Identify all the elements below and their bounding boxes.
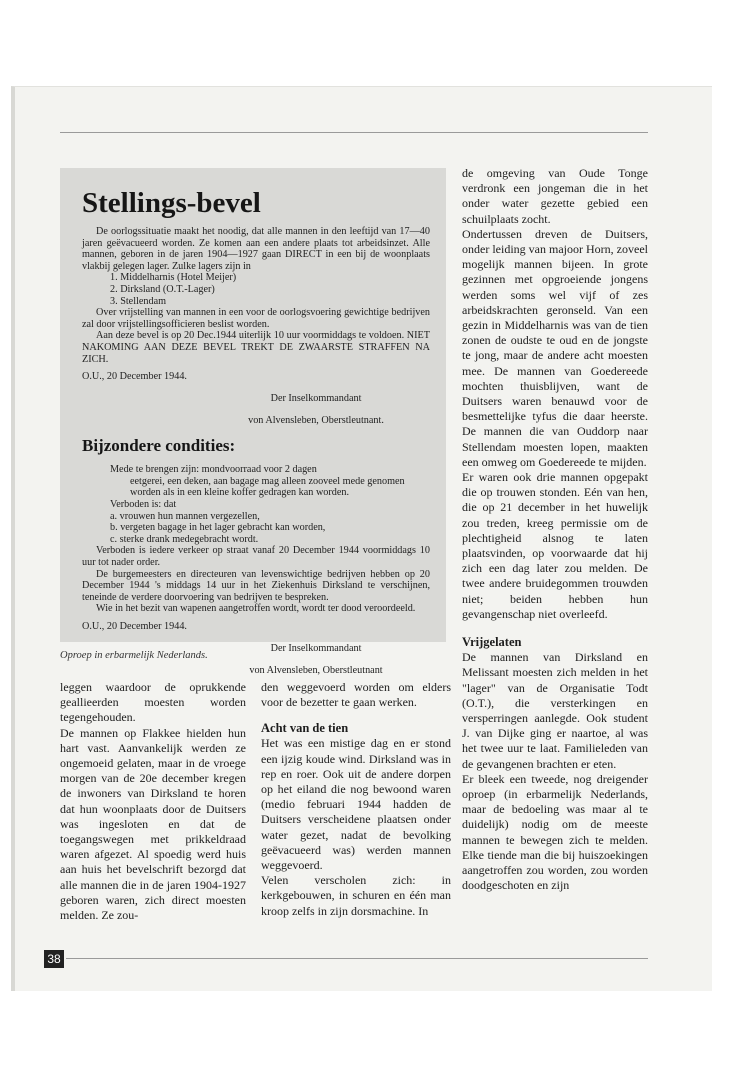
camp-item: 1. Middelharnis (Hotel Meijer) [110, 272, 237, 284]
paragraph: De mannen van Dirksland en Melissant moesten zich melden in het "lager" van de Organisatie Todt (O.T.), die versterkingen en versperringen aanlegde. Ook student J. van Dijke ging er naartoe, al was het twee uur te laat. Familieleden van de gevangenen brachten er eten. [462, 650, 648, 771]
paragraph: Velen verscholen zich: in kerkgebouwen, in schuren en één man kroop zelfs in zijn dorsmachine. In [261, 873, 451, 918]
poster-text [82, 186, 430, 676]
column-2 [261, 680, 451, 919]
paragraph: de omgeving van Oude Tonge verdronk een jongeman die in het onder water gezette gebied een schuilplaats zocht. [462, 166, 648, 226]
page-number: 38 [44, 950, 64, 968]
poster-bring-2: eetgerei, een deken, aan bagage mag alleen zooveel mede genomen worden als in een kleine koffer gedragen kan worden. [130, 475, 405, 499]
poster-signer-title-2: Der Inselkommandant [270, 642, 362, 654]
poster-intro: De oorlogssituatie maakt het noodig, dat alle mannen in den leeftijd van 17—40 jaren geëvacueerd worden. Ze komen aan een andere plaats tot arbeidsinzet. Alle mannen, geboren in de jaren 1904—1927 gaan DIRECT in een bij de woonplaats vlakbij gelegen lager. Zulke lagers zijn in [82, 226, 430, 272]
poster-traffic: Verboden is iedere verkeer op straat vanaf 20 December 1944 voormiddags 10 uur tot nader order. [82, 545, 430, 569]
forbidden-item: c. sterke drank medegebracht wordt. [110, 533, 259, 545]
camp-item: 3. Stellendam [110, 295, 167, 307]
poster-bring: Mede te brengen zijn: mondvoorraad voor 2 dagen [110, 464, 317, 476]
poster-signer-name: von Alvensleben, Oberstleutnant. [248, 414, 384, 426]
poster-date-2: O.U., 20 December 1944. [82, 621, 187, 632]
image-caption: Oproep in erbarmelijk Nederlands. [60, 650, 208, 661]
poster-title: Stellings-bevel [82, 187, 261, 219]
section-heading-vrijgelaten: Vrijgelaten [462, 635, 522, 650]
paragraph: Het was een mistige dag en er stond een ijzig koude wind. Dirksland was in rep en roer. Ook uit de andere dorpen op het eiland die nog bewoond waren (medio februari 1944 hadden de Duitsers verscheidene plaatsen onder water gezet, nadat de bevolking geëvacueerd was) werden mannen weggevoerd. [261, 736, 451, 873]
bottom-rule [66, 958, 648, 959]
camp-item: 2. Dirksland (O.T.-Lager) [110, 283, 215, 295]
poster-mayors: De burgemeesters en directeuren van levenswichtige bedrijven hebben op 20 December 1944 's middags 14 uur in het Ziekenhuis Dirksland te verschijnen, teneinde de verdere doorvoering van bedrijven te bespreken. [82, 568, 430, 603]
forbidden-item: b. vergeten bagage in het lager gebracht kan worden, [110, 522, 326, 534]
paragraph: Er bleek een tweede, nog dreigender oproep (in erbarmelijk Nederlands, maar de bedoeling was maar al te duidelijk) nodig om de meeste mannen te bewegen zich te melden. Elke tiende man die bij huiszoekingen aangetroffen zou worden, zou worden doodgeschoten en zijn [462, 771, 648, 893]
poster-signer-title: Der Inselkommandant [270, 392, 362, 404]
poster-subtitle: Bijzondere condities: [82, 436, 236, 456]
poster-exemption: Over vrijstelling van mannen in een voor de oorlogsvoering gewichtige bedrijven zal door vrijstellingsofficieren beslist worden. [82, 307, 430, 330]
poster-deadline: Aan deze bevel is op 20 Dec.1944 uiterlijk 10 uur voormiddags te voldoen. NIET NAKOMING AAN DEZE BEVEL TREKT DE ZWAARSTE STRAFFEN NA ZICH. [82, 330, 430, 365]
forbidden-item: a. vrouwen hun mannen vergezellen, [110, 510, 260, 522]
poster-forbidden: Verboden is: dat [110, 499, 177, 511]
poster-weapons: Wie in het bezit van wapenen aangetroffen wordt, wordt ter dood veroordeeld. [96, 603, 416, 615]
paragraph: den weggevoerd worden om elders voor de bezetter te gaan werken. [261, 680, 451, 710]
paragraph: De mannen op Flakkee hielden hun hart vast. Aanvankelijk werden ze ongemoeid gelaten, maar in de vroege morgen van de 20e december kregen de inwoners van Dirksland te horen dat hun woonplaats door de Duitsers was ingesloten en dat de toegangswegen met prikkeldraad waren afgezet. Al spoedig werd huis aan huis het bevelschrift bezorgd dat alle mannen die in de jaren 1904-1927 geboren waren, zich direct moesten melden. Ze zou- [60, 725, 246, 923]
section-heading-acht: Acht van de tien [261, 721, 349, 736]
top-rule [60, 132, 648, 133]
paragraph: leggen waardoor de oprukkende geallieerden moesten worden tegengehouden. [60, 680, 246, 725]
column-3 [462, 166, 648, 893]
paragraph: Er waren ook drie mannen opgepakt die op trouwen stonden. Eén van hen, die op 21 december in het huwelijk zou treden, kreeg permissie om de plechtigheid alsnog te laten plaatsvinden, op voorwaarde dat hij zich een dag later zou melden. De twee andere bruidegommen trouwden niet; beiden hebben hun gevangenschap niet overleefd. [462, 470, 648, 621]
poster-signer-name-2: von Alvensleben, Oberstleutnant [249, 664, 383, 676]
paragraph: Ondertussen dreven de Duitsers, onder leiding van majoor Horn, zoveel mogelijk mannen bijeen. In grote gezinnen met opgroeiende jongens werden soms wel vijf of zes arbeidskrachten geronseld. Van een gezin in Middelharnis was van de tien zonen de oudste te oud en de jongste te jong, maar de andere acht moesten mee. De mannen van Goedereede mochten thuisblijven, want de Duitsers waren benauwd voor de besmettelijke tyfus die daar heerste. De mannen die van Ouddorp naar Stellendam moesten lopen, maakten een omweg om Goedereede te mijden. [462, 226, 648, 469]
poster-date: O.U., 20 December 1944. [82, 371, 187, 383]
column-1 [60, 680, 246, 923]
camp-list [110, 272, 430, 307]
